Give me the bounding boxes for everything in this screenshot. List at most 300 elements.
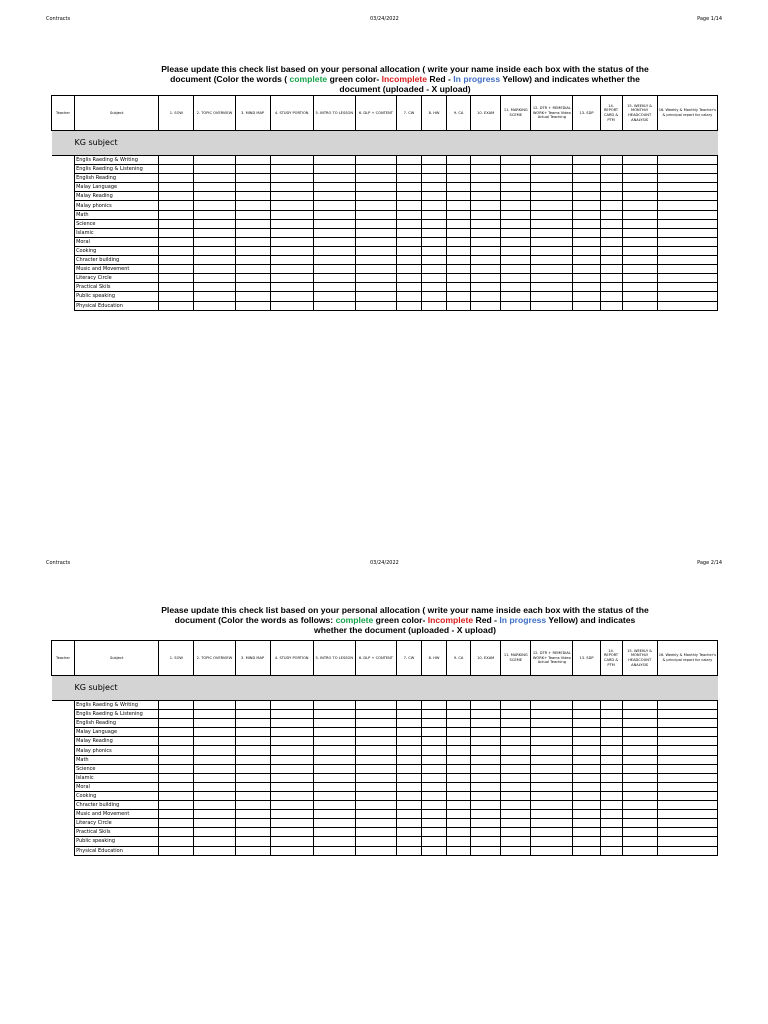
status-cell[interactable] xyxy=(622,274,657,283)
status-cell[interactable] xyxy=(159,237,194,246)
status-cell[interactable] xyxy=(447,701,471,710)
status-cell[interactable] xyxy=(313,710,355,719)
status-cell[interactable] xyxy=(355,274,396,283)
status-cell[interactable] xyxy=(501,265,531,274)
status-cell[interactable] xyxy=(657,846,717,855)
status-cell[interactable] xyxy=(313,737,355,746)
status-cell[interactable] xyxy=(396,228,421,237)
status-cell[interactable] xyxy=(396,701,421,710)
status-cell[interactable] xyxy=(355,165,396,174)
status-cell[interactable] xyxy=(270,210,313,219)
status-cell[interactable] xyxy=(270,165,313,174)
status-cell[interactable] xyxy=(531,846,573,855)
status-cell[interactable] xyxy=(622,828,657,837)
status-cell[interactable] xyxy=(355,701,396,710)
status-cell[interactable] xyxy=(447,156,471,165)
status-cell[interactable] xyxy=(573,846,600,855)
teacher-cell[interactable] xyxy=(52,228,75,237)
status-cell[interactable] xyxy=(622,737,657,746)
status-cell[interactable] xyxy=(396,283,421,292)
status-cell[interactable] xyxy=(235,301,270,310)
status-cell[interactable] xyxy=(194,174,235,183)
status-cell[interactable] xyxy=(501,256,531,265)
status-cell[interactable] xyxy=(573,782,600,791)
status-cell[interactable] xyxy=(600,819,622,828)
status-cell[interactable] xyxy=(159,728,194,737)
status-cell[interactable] xyxy=(657,737,717,746)
status-cell[interactable] xyxy=(573,165,600,174)
status-cell[interactable] xyxy=(471,174,501,183)
status-cell[interactable] xyxy=(270,728,313,737)
status-cell[interactable] xyxy=(159,737,194,746)
status-cell[interactable] xyxy=(396,165,421,174)
status-cell[interactable] xyxy=(159,192,194,201)
status-cell[interactable] xyxy=(396,810,421,819)
status-cell[interactable] xyxy=(313,256,355,265)
status-cell[interactable] xyxy=(531,773,573,782)
status-cell[interactable] xyxy=(194,846,235,855)
status-cell[interactable] xyxy=(422,782,447,791)
status-cell[interactable] xyxy=(600,810,622,819)
status-cell[interactable] xyxy=(270,228,313,237)
status-cell[interactable] xyxy=(194,219,235,228)
status-cell[interactable] xyxy=(422,846,447,855)
status-cell[interactable] xyxy=(657,764,717,773)
status-cell[interactable] xyxy=(396,174,421,183)
status-cell[interactable] xyxy=(501,174,531,183)
status-cell[interactable] xyxy=(622,165,657,174)
status-cell[interactable] xyxy=(396,737,421,746)
status-cell[interactable] xyxy=(270,764,313,773)
status-cell[interactable] xyxy=(270,828,313,837)
status-cell[interactable] xyxy=(235,274,270,283)
status-cell[interactable] xyxy=(447,219,471,228)
status-cell[interactable] xyxy=(355,265,396,274)
status-cell[interactable] xyxy=(573,246,600,255)
status-cell[interactable] xyxy=(235,773,270,782)
status-cell[interactable] xyxy=(501,746,531,755)
status-cell[interactable] xyxy=(313,746,355,755)
status-cell[interactable] xyxy=(194,265,235,274)
status-cell[interactable] xyxy=(471,292,501,301)
status-cell[interactable] xyxy=(447,174,471,183)
status-cell[interactable] xyxy=(471,846,501,855)
status-cell[interactable] xyxy=(471,301,501,310)
status-cell[interactable] xyxy=(313,183,355,192)
status-cell[interactable] xyxy=(622,237,657,246)
status-cell[interactable] xyxy=(194,710,235,719)
status-cell[interactable] xyxy=(313,810,355,819)
status-cell[interactable] xyxy=(600,837,622,846)
status-cell[interactable] xyxy=(622,773,657,782)
status-cell[interactable] xyxy=(159,219,194,228)
status-cell[interactable] xyxy=(422,719,447,728)
status-cell[interactable] xyxy=(313,210,355,219)
status-cell[interactable] xyxy=(600,801,622,810)
teacher-cell[interactable] xyxy=(52,219,75,228)
status-cell[interactable] xyxy=(501,710,531,719)
teacher-cell[interactable] xyxy=(52,755,75,764)
status-cell[interactable] xyxy=(531,201,573,210)
status-cell[interactable] xyxy=(622,801,657,810)
status-cell[interactable] xyxy=(159,301,194,310)
status-cell[interactable] xyxy=(501,210,531,219)
status-cell[interactable] xyxy=(657,292,717,301)
status-cell[interactable] xyxy=(270,801,313,810)
status-cell[interactable] xyxy=(600,228,622,237)
status-cell[interactable] xyxy=(447,728,471,737)
status-cell[interactable] xyxy=(447,192,471,201)
status-cell[interactable] xyxy=(622,210,657,219)
status-cell[interactable] xyxy=(600,156,622,165)
status-cell[interactable] xyxy=(600,174,622,183)
status-cell[interactable] xyxy=(471,210,501,219)
status-cell[interactable] xyxy=(396,274,421,283)
status-cell[interactable] xyxy=(396,256,421,265)
status-cell[interactable] xyxy=(194,246,235,255)
status-cell[interactable] xyxy=(270,701,313,710)
status-cell[interactable] xyxy=(573,283,600,292)
status-cell[interactable] xyxy=(657,746,717,755)
status-cell[interactable] xyxy=(501,755,531,764)
status-cell[interactable] xyxy=(235,210,270,219)
status-cell[interactable] xyxy=(657,201,717,210)
status-cell[interactable] xyxy=(422,183,447,192)
status-cell[interactable] xyxy=(657,801,717,810)
status-cell[interactable] xyxy=(471,165,501,174)
status-cell[interactable] xyxy=(313,228,355,237)
status-cell[interactable] xyxy=(622,728,657,737)
status-cell[interactable] xyxy=(501,237,531,246)
status-cell[interactable] xyxy=(313,819,355,828)
status-cell[interactable] xyxy=(396,156,421,165)
status-cell[interactable] xyxy=(622,246,657,255)
teacher-cell[interactable] xyxy=(52,782,75,791)
status-cell[interactable] xyxy=(447,764,471,773)
status-cell[interactable] xyxy=(531,156,573,165)
status-cell[interactable] xyxy=(422,283,447,292)
status-cell[interactable] xyxy=(235,710,270,719)
status-cell[interactable] xyxy=(531,719,573,728)
status-cell[interactable] xyxy=(194,228,235,237)
status-cell[interactable] xyxy=(270,782,313,791)
status-cell[interactable] xyxy=(159,755,194,764)
status-cell[interactable] xyxy=(501,819,531,828)
status-cell[interactable] xyxy=(270,737,313,746)
status-cell[interactable] xyxy=(622,837,657,846)
status-cell[interactable] xyxy=(622,228,657,237)
teacher-cell[interactable] xyxy=(52,174,75,183)
status-cell[interactable] xyxy=(622,701,657,710)
status-cell[interactable] xyxy=(600,292,622,301)
status-cell[interactable] xyxy=(355,237,396,246)
status-cell[interactable] xyxy=(355,219,396,228)
status-cell[interactable] xyxy=(531,710,573,719)
status-cell[interactable] xyxy=(471,201,501,210)
status-cell[interactable] xyxy=(396,782,421,791)
status-cell[interactable] xyxy=(531,265,573,274)
status-cell[interactable] xyxy=(313,791,355,800)
status-cell[interactable] xyxy=(422,156,447,165)
status-cell[interactable] xyxy=(531,810,573,819)
status-cell[interactable] xyxy=(573,719,600,728)
status-cell[interactable] xyxy=(194,183,235,192)
status-cell[interactable] xyxy=(235,265,270,274)
status-cell[interactable] xyxy=(573,265,600,274)
status-cell[interactable] xyxy=(471,219,501,228)
status-cell[interactable] xyxy=(531,183,573,192)
status-cell[interactable] xyxy=(422,192,447,201)
status-cell[interactable] xyxy=(270,301,313,310)
status-cell[interactable] xyxy=(422,274,447,283)
status-cell[interactable] xyxy=(531,755,573,764)
status-cell[interactable] xyxy=(657,228,717,237)
status-cell[interactable] xyxy=(422,256,447,265)
status-cell[interactable] xyxy=(501,219,531,228)
status-cell[interactable] xyxy=(194,719,235,728)
status-cell[interactable] xyxy=(355,192,396,201)
status-cell[interactable] xyxy=(501,165,531,174)
status-cell[interactable] xyxy=(657,156,717,165)
status-cell[interactable] xyxy=(270,292,313,301)
status-cell[interactable] xyxy=(501,246,531,255)
status-cell[interactable] xyxy=(501,737,531,746)
status-cell[interactable] xyxy=(573,237,600,246)
status-cell[interactable] xyxy=(313,156,355,165)
status-cell[interactable] xyxy=(422,828,447,837)
status-cell[interactable] xyxy=(600,183,622,192)
status-cell[interactable] xyxy=(573,837,600,846)
status-cell[interactable] xyxy=(531,174,573,183)
status-cell[interactable] xyxy=(422,246,447,255)
status-cell[interactable] xyxy=(396,719,421,728)
teacher-cell[interactable] xyxy=(52,773,75,782)
status-cell[interactable] xyxy=(159,701,194,710)
status-cell[interactable] xyxy=(313,764,355,773)
status-cell[interactable] xyxy=(531,246,573,255)
status-cell[interactable] xyxy=(600,791,622,800)
teacher-cell[interactable] xyxy=(52,301,75,310)
status-cell[interactable] xyxy=(313,283,355,292)
status-cell[interactable] xyxy=(270,174,313,183)
status-cell[interactable] xyxy=(531,701,573,710)
status-cell[interactable] xyxy=(270,837,313,846)
status-cell[interactable] xyxy=(657,773,717,782)
status-cell[interactable] xyxy=(313,165,355,174)
status-cell[interactable] xyxy=(355,755,396,764)
status-cell[interactable] xyxy=(447,265,471,274)
status-cell[interactable] xyxy=(355,828,396,837)
status-cell[interactable] xyxy=(447,791,471,800)
status-cell[interactable] xyxy=(501,201,531,210)
status-cell[interactable] xyxy=(471,773,501,782)
status-cell[interactable] xyxy=(600,192,622,201)
status-cell[interactable] xyxy=(270,791,313,800)
status-cell[interactable] xyxy=(270,265,313,274)
status-cell[interactable] xyxy=(313,219,355,228)
teacher-cell[interactable] xyxy=(52,719,75,728)
status-cell[interactable] xyxy=(573,192,600,201)
status-cell[interactable] xyxy=(471,274,501,283)
status-cell[interactable] xyxy=(622,265,657,274)
status-cell[interactable] xyxy=(471,228,501,237)
status-cell[interactable] xyxy=(396,237,421,246)
status-cell[interactable] xyxy=(447,301,471,310)
status-cell[interactable] xyxy=(270,156,313,165)
status-cell[interactable] xyxy=(622,256,657,265)
status-cell[interactable] xyxy=(194,755,235,764)
status-cell[interactable] xyxy=(396,710,421,719)
status-cell[interactable] xyxy=(235,246,270,255)
status-cell[interactable] xyxy=(159,801,194,810)
status-cell[interactable] xyxy=(422,801,447,810)
status-cell[interactable] xyxy=(194,746,235,755)
teacher-cell[interactable] xyxy=(52,192,75,201)
status-cell[interactable] xyxy=(396,746,421,755)
status-cell[interactable] xyxy=(531,237,573,246)
status-cell[interactable] xyxy=(657,256,717,265)
status-cell[interactable] xyxy=(194,301,235,310)
status-cell[interactable] xyxy=(622,791,657,800)
status-cell[interactable] xyxy=(235,782,270,791)
status-cell[interactable] xyxy=(422,228,447,237)
status-cell[interactable] xyxy=(194,292,235,301)
status-cell[interactable] xyxy=(471,746,501,755)
status-cell[interactable] xyxy=(194,192,235,201)
status-cell[interactable] xyxy=(531,283,573,292)
status-cell[interactable] xyxy=(622,156,657,165)
status-cell[interactable] xyxy=(600,764,622,773)
status-cell[interactable] xyxy=(235,846,270,855)
status-cell[interactable] xyxy=(573,301,600,310)
status-cell[interactable] xyxy=(573,791,600,800)
status-cell[interactable] xyxy=(471,246,501,255)
status-cell[interactable] xyxy=(235,755,270,764)
status-cell[interactable] xyxy=(270,192,313,201)
status-cell[interactable] xyxy=(600,165,622,174)
status-cell[interactable] xyxy=(600,737,622,746)
status-cell[interactable] xyxy=(622,764,657,773)
status-cell[interactable] xyxy=(159,292,194,301)
status-cell[interactable] xyxy=(313,301,355,310)
status-cell[interactable] xyxy=(600,283,622,292)
status-cell[interactable] xyxy=(471,819,501,828)
status-cell[interactable] xyxy=(422,210,447,219)
status-cell[interactable] xyxy=(447,782,471,791)
status-cell[interactable] xyxy=(194,237,235,246)
status-cell[interactable] xyxy=(159,265,194,274)
status-cell[interactable] xyxy=(471,183,501,192)
status-cell[interactable] xyxy=(270,746,313,755)
status-cell[interactable] xyxy=(355,183,396,192)
status-cell[interactable] xyxy=(622,192,657,201)
status-cell[interactable] xyxy=(573,292,600,301)
teacher-cell[interactable] xyxy=(52,246,75,255)
status-cell[interactable] xyxy=(531,192,573,201)
status-cell[interactable] xyxy=(501,801,531,810)
status-cell[interactable] xyxy=(447,719,471,728)
status-cell[interactable] xyxy=(447,237,471,246)
teacher-cell[interactable] xyxy=(52,237,75,246)
status-cell[interactable] xyxy=(194,828,235,837)
status-cell[interactable] xyxy=(396,183,421,192)
status-cell[interactable] xyxy=(531,782,573,791)
status-cell[interactable] xyxy=(573,801,600,810)
status-cell[interactable] xyxy=(471,256,501,265)
status-cell[interactable] xyxy=(355,210,396,219)
status-cell[interactable] xyxy=(573,819,600,828)
status-cell[interactable] xyxy=(313,828,355,837)
status-cell[interactable] xyxy=(194,801,235,810)
status-cell[interactable] xyxy=(194,819,235,828)
status-cell[interactable] xyxy=(447,828,471,837)
status-cell[interactable] xyxy=(396,819,421,828)
teacher-cell[interactable] xyxy=(52,265,75,274)
status-cell[interactable] xyxy=(396,301,421,310)
status-cell[interactable] xyxy=(313,782,355,791)
status-cell[interactable] xyxy=(396,728,421,737)
status-cell[interactable] xyxy=(501,283,531,292)
status-cell[interactable] xyxy=(447,201,471,210)
status-cell[interactable] xyxy=(194,165,235,174)
status-cell[interactable] xyxy=(422,265,447,274)
status-cell[interactable] xyxy=(531,274,573,283)
status-cell[interactable] xyxy=(235,156,270,165)
status-cell[interactable] xyxy=(471,782,501,791)
status-cell[interactable] xyxy=(194,701,235,710)
status-cell[interactable] xyxy=(422,764,447,773)
status-cell[interactable] xyxy=(159,246,194,255)
status-cell[interactable] xyxy=(471,192,501,201)
status-cell[interactable] xyxy=(396,828,421,837)
status-cell[interactable] xyxy=(313,719,355,728)
status-cell[interactable] xyxy=(270,819,313,828)
status-cell[interactable] xyxy=(600,710,622,719)
teacher-cell[interactable] xyxy=(52,846,75,855)
status-cell[interactable] xyxy=(313,728,355,737)
status-cell[interactable] xyxy=(422,755,447,764)
status-cell[interactable] xyxy=(573,737,600,746)
status-cell[interactable] xyxy=(471,237,501,246)
status-cell[interactable] xyxy=(501,274,531,283)
status-cell[interactable] xyxy=(422,810,447,819)
teacher-cell[interactable] xyxy=(52,791,75,800)
status-cell[interactable] xyxy=(235,283,270,292)
status-cell[interactable] xyxy=(600,256,622,265)
status-cell[interactable] xyxy=(422,201,447,210)
teacher-cell[interactable] xyxy=(52,274,75,283)
teacher-cell[interactable] xyxy=(52,837,75,846)
status-cell[interactable] xyxy=(471,710,501,719)
status-cell[interactable] xyxy=(194,283,235,292)
status-cell[interactable] xyxy=(600,210,622,219)
status-cell[interactable] xyxy=(159,256,194,265)
status-cell[interactable] xyxy=(270,773,313,782)
status-cell[interactable] xyxy=(447,292,471,301)
status-cell[interactable] xyxy=(531,728,573,737)
status-cell[interactable] xyxy=(622,746,657,755)
teacher-cell[interactable] xyxy=(52,710,75,719)
status-cell[interactable] xyxy=(471,791,501,800)
status-cell[interactable] xyxy=(531,791,573,800)
status-cell[interactable] xyxy=(600,828,622,837)
status-cell[interactable] xyxy=(396,246,421,255)
status-cell[interactable] xyxy=(313,274,355,283)
teacher-cell[interactable] xyxy=(52,728,75,737)
status-cell[interactable] xyxy=(657,192,717,201)
status-cell[interactable] xyxy=(235,791,270,800)
status-cell[interactable] xyxy=(501,837,531,846)
